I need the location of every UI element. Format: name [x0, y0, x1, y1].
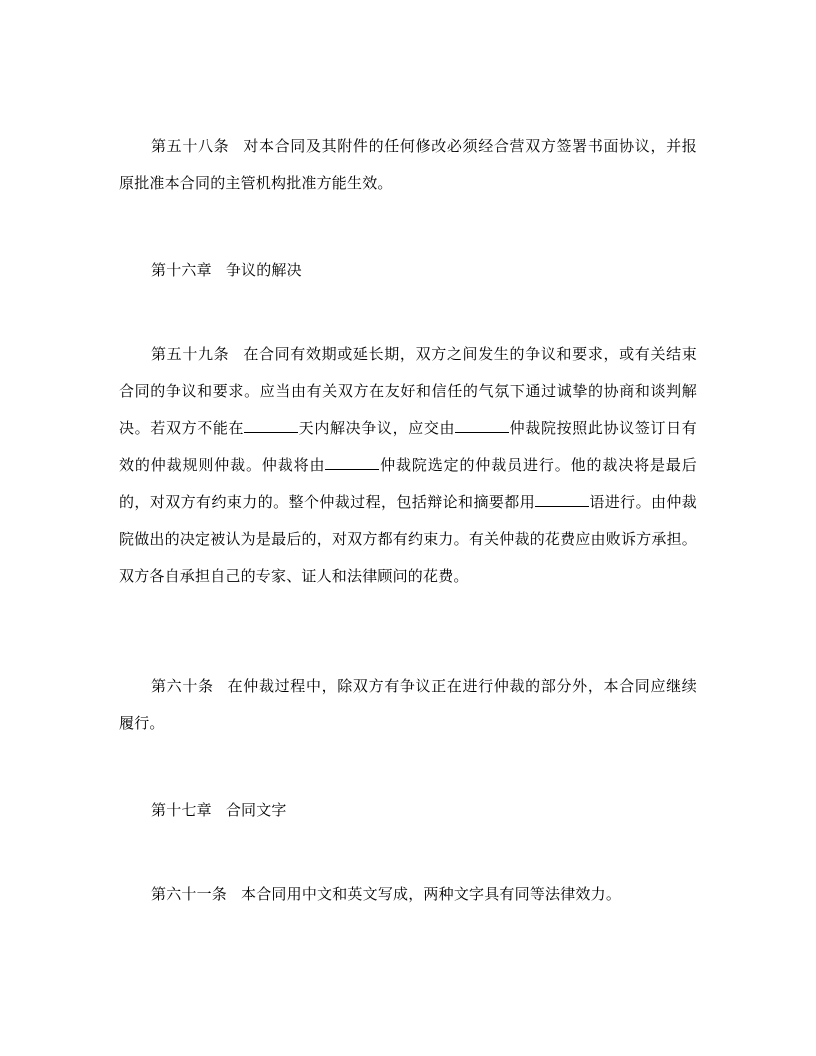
article-61 [119, 876, 697, 913]
chapter-17-title: 合同文字 [225, 801, 287, 819]
article-59-text-part5: 语进行。由仲裁院做出的决定被认为是最后的，对双方都有约束力。有关仲裁的花费应由败诉方承担。双方各自承担自己的专家、证人和法律顾问的花费。 [119, 493, 698, 585]
article-58-label: 第五十八条 [151, 137, 230, 155]
chapter-16-heading [151, 252, 302, 289]
article-59-label: 第五十九条 [151, 345, 230, 363]
blank-arbitration-institute [455, 419, 509, 433]
article-59 [119, 336, 697, 595]
article-61-text: 本合同用中文和英文写成，两种文字具有同等法律效力。 [241, 885, 622, 903]
blank-language [535, 493, 589, 507]
blank-arbitration-institute-2 [325, 456, 379, 470]
chapter-16-title: 争议的解决 [225, 261, 302, 279]
chapter-17-heading [151, 792, 287, 829]
article-59-text-part3: 仲裁院按照此协议签订日有效的仲裁规则仲裁。仲裁将由 [119, 419, 697, 474]
chapter-16-label: 第十六章 [151, 261, 212, 279]
chapter-17-label: 第十七章 [151, 801, 212, 819]
article-58-text: 对本合同及其附件的任何修改必须经合营双方签署书面协议，并报原批准本合同的主管机构批准方能生效。 [119, 137, 697, 192]
article-58 [119, 128, 697, 202]
article-59-text-part4: 仲裁院选定的仲裁员进行。他的裁决将是最后的，对双方有约束力的。整个仲裁过程，包括辩论和摘要都用 [119, 456, 697, 511]
article-59-text-part1: 在合同有效期或延长期，双方之间发生的争议和要求，或有关结束合同的争议和要求。应当由有关双方在友好和信任的气氛下通过诚挚的协商和谈判解决。若双方不能在 [119, 345, 697, 437]
article-61-label: 第六十一条 [151, 885, 228, 903]
article-60-text: 在仲裁过程中，除双方有争议正在进行仲裁的部分外，本合同应继续履行。 [119, 677, 697, 732]
article-60 [119, 668, 697, 742]
blank-days [244, 419, 298, 433]
article-59-text-part2: 天内解决争议，应交由 [298, 419, 456, 437]
article-60-label: 第六十条 [151, 677, 214, 695]
